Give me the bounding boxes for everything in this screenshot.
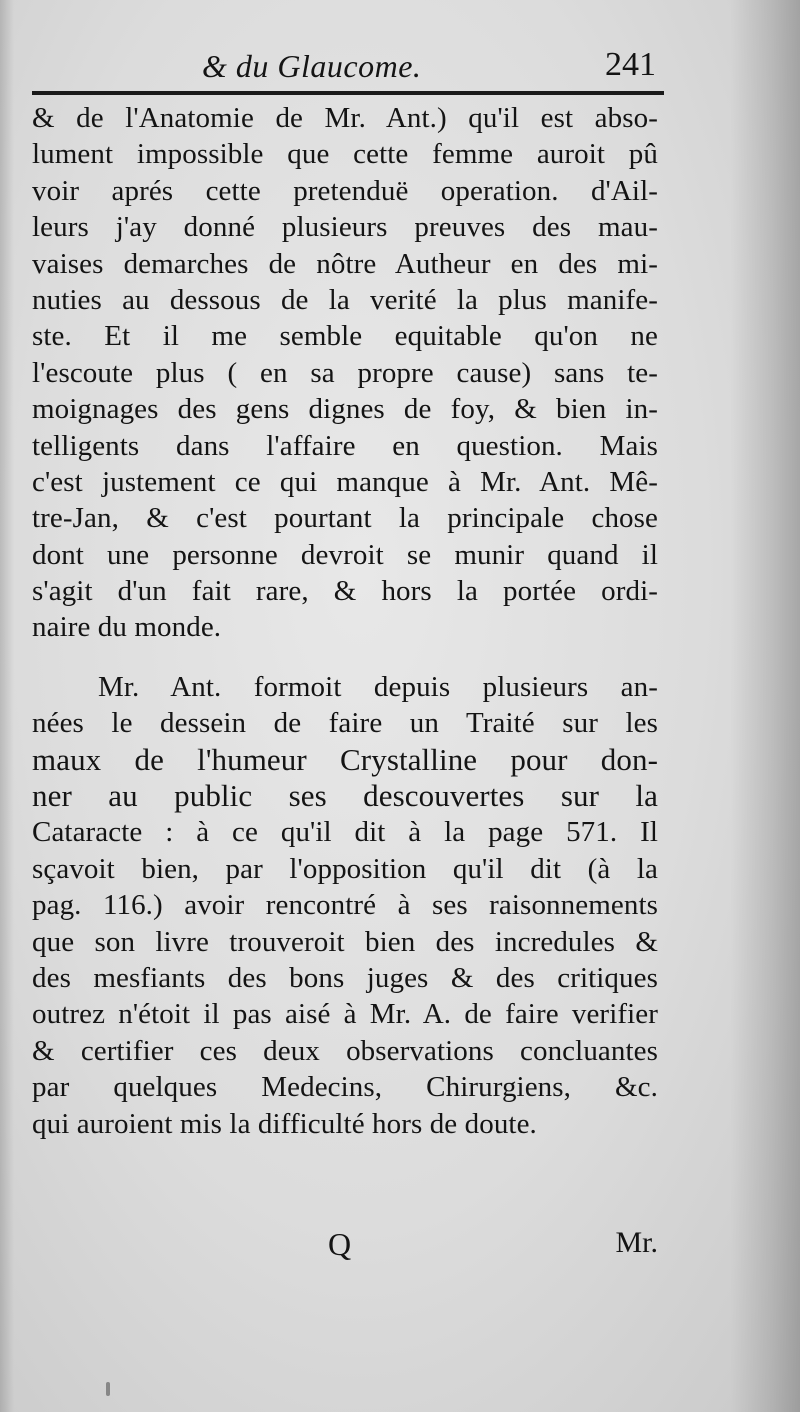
catchword: Mr. (615, 1226, 658, 1259)
main-text (32, 100, 658, 1142)
running-title: & du Glaucome. (202, 48, 422, 84)
text-line: naire du monde. (32, 611, 222, 644)
text-line: dont une personne devroit se munir quand il (32, 538, 658, 571)
text-line: que son livre trouveroit bien des incredules & (32, 925, 658, 958)
page-footer (32, 1224, 658, 1268)
text-line: Cataracte : à ce qu'il dit à la page 571. Il (32, 816, 658, 849)
text-line: sçavoit bien, par l'opposition qu'il dit (à la (32, 852, 658, 885)
text-line: qui auroient mis la difficulté hors de doute. (32, 1107, 537, 1140)
text-line: outrez n'étoit il pas aisé à Mr. A. de faire verifier (32, 998, 658, 1031)
text-line: tre-Jan, & c'est pourtant la principale chose (32, 502, 658, 535)
header-rule (32, 91, 664, 95)
text-line: l'escoute plus ( en sa propre cause) sans te- (32, 356, 658, 389)
text-line: telligents dans l'affaire en question. Mais (32, 429, 658, 462)
paragraph-2 (32, 669, 658, 1142)
text-line: s'agit d'un fait rare, & hors la portée ordi- (32, 575, 658, 608)
signature-mark: Q (328, 1226, 352, 1262)
text-line: & de l'Anatomie de Mr. Ant.) qu'il est abso- (32, 102, 658, 134)
text-line: c'est justement ce qui manque à Mr. Ant. Mê- (32, 465, 658, 498)
paragraph-1 (32, 100, 658, 646)
text-line: moignages des gens dignes de foy, & bien in- (32, 393, 658, 426)
text-line: des mesfiants des bons juges & des critiques (32, 961, 658, 994)
text-line: voir aprés cette pretenduë operation. d'Ail- (32, 174, 658, 207)
text-line: nées le dessein de faire un Traité sur les (32, 707, 658, 740)
text-line: ner au public ses descouvertes sur la (32, 778, 658, 814)
page-gutter-shadow (730, 0, 800, 1412)
text-line: vaises demarches de nôtre Autheur en des mi- (32, 247, 658, 280)
text-line: nuties au dessous de la verité la plus manife- (32, 283, 658, 316)
paragraph-gap (32, 646, 658, 669)
text-line: & certifier ces deux observations concluantes (32, 1034, 658, 1067)
text-line: par quelques Medecins, Chirurgiens, &c. (32, 1071, 658, 1104)
text-line: pag. 116.) avoir rencontré à ses raisonnements (32, 889, 658, 922)
page-left-edge-shadow (0, 0, 14, 1412)
ink-speck (106, 1382, 110, 1396)
text-line: maux de l'humeur Crystalline pour don- (32, 741, 658, 777)
text-line: leurs j'ay donné plusieurs preuves des mau- (32, 211, 658, 244)
text-line: Mr. Ant. formoit depuis plusieurs an- (98, 670, 658, 703)
page-number: 241 (605, 46, 656, 83)
text-line: ste. Et il me semble equitable qu'on ne (32, 320, 658, 353)
running-head (32, 40, 658, 88)
text-line: lument impossible que cette femme auroit pû (32, 138, 658, 171)
